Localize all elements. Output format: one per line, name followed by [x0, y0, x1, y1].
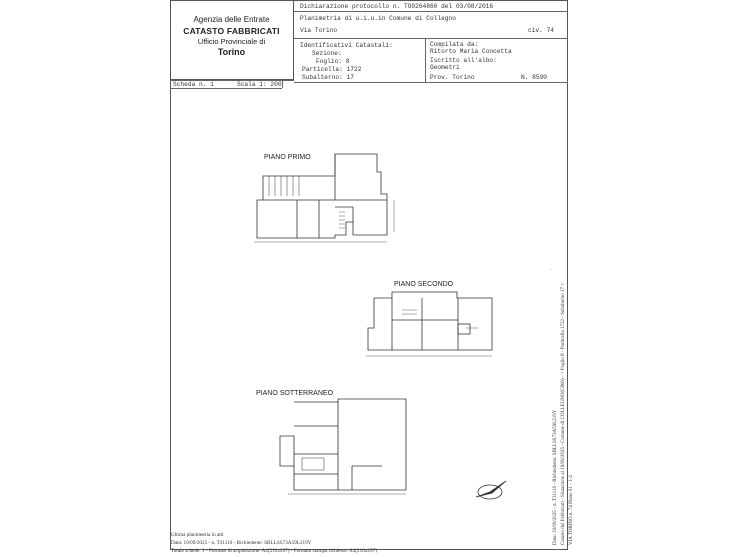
side-stamp-marker: · [550, 268, 555, 270]
ufficio-label: Ufficio Provinciale di [197, 37, 266, 46]
compiled-name: Ritorto Maria Concetta [430, 48, 512, 55]
scale-label: Scala 1: 200 [237, 81, 282, 88]
piano-secondo-plan [362, 280, 512, 365]
compiled-title: Compilata da: [430, 41, 479, 48]
scheda-divider [170, 88, 282, 89]
civic-number: civ. 74 [528, 27, 554, 34]
province-label: Prov. Torino [430, 74, 475, 81]
catasto-title: CATASTO FABBRICATI [183, 26, 280, 36]
piano-sotterraneo-title: PIANO SOTTERRANEO [256, 390, 334, 397]
scheda-divider [282, 80, 283, 88]
subalterno-field: Subalterno: 17 [302, 74, 354, 81]
piano-sotterraneo-plan [272, 396, 422, 501]
side-catasto-line: Catasto dei Fabbricati - Situazione al 19/09/2025 - Comune di COLLEGNO(C860) - < Foglio 8 - Particella 1722 - Subalterno 17 > [561, 282, 566, 545]
scheda-number: Scheda n. 1 [173, 81, 214, 88]
footer-format: Totale schede: 1 - Formato di acquisizione: A4(210x297) - Formato stampa richiesto: A4(210x297) [171, 548, 377, 554]
city-label: Torino [217, 47, 246, 57]
side-address-line: VIA TORINO n. 74 Piano S1 - 1-2 [569, 475, 574, 545]
planimetria-line: Planimetria di u.i.u.in Comune di Collegno [300, 15, 456, 22]
foglio-field: Foglio: 8 [316, 58, 350, 65]
address-line: Via Torino [300, 27, 338, 34]
identifiers-title: Identificativi Catastali: [300, 42, 393, 49]
agency-name: Agenzia delle Entrate [193, 15, 270, 24]
iscritto-label: Iscritto all'albo: [430, 57, 497, 64]
sezione-field: Sezione: [312, 50, 342, 57]
protocol-line: Dichiarazione protocollo n. TO0264860 del 03/08/2016 [300, 3, 494, 10]
agency-logo-block [170, 0, 294, 80]
particella-field: Particella: 1722 [302, 66, 362, 73]
piano-primo-title: PIANO PRIMO [264, 154, 311, 161]
piano-secondo-title: PIANO SECONDO [394, 281, 454, 288]
profession-label: Geometri [430, 64, 460, 71]
registration-number: N. 8590 [521, 74, 547, 81]
piano-primo-plan [249, 152, 419, 252]
side-data-line: Data: 19/09/2025 - n. T31110 - Richiedente: SBLLSS73A59L219Y [553, 409, 558, 545]
header-divider [294, 82, 568, 83]
header-divider [425, 38, 426, 82]
ultima-planimetria: Ultima planimetria in atti [171, 532, 224, 538]
header-divider [294, 38, 568, 39]
footer-request-data: Data: 19/09/2025 - n. T31110 - Richiedente: SBLLSS73A59L219Y [171, 540, 312, 546]
north-arrow-icon [472, 477, 508, 507]
header-divider [294, 11, 568, 12]
